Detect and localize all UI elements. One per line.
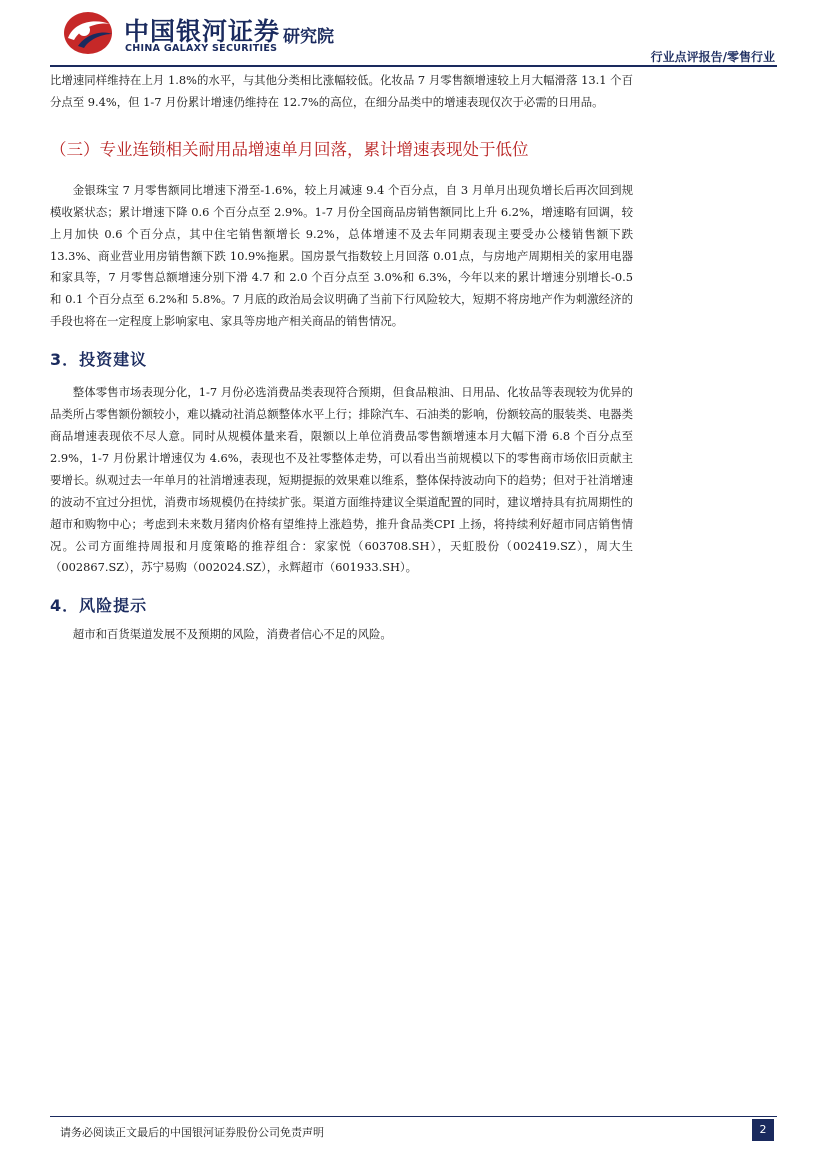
- subsection-3-title: （三）专业连锁相关耐用品增速单月回落，累计增速表现处于低位: [50, 139, 529, 159]
- report-type: 行业点评报告/零售行业: [650, 50, 775, 64]
- header-divider: [50, 65, 777, 67]
- section-4-title: 4．风险提示: [50, 596, 148, 616]
- galaxy-logo-icon: [60, 8, 116, 56]
- section-4-body: 超市和百货渠道发展不及预期的风险，消费者信心不足的风险。: [72, 627, 392, 642]
- brand-name-en: CHINA GALAXY SECURITIES: [125, 43, 278, 54]
- intro-paragraph: 比增速同样维持在上月 1.8%的水平，与其他分类相比涨幅较低。化妆品 7 月零售额增速较上月大幅滑落 13.1 个百分点至 9.4%，但 1-7 月份累计增速仍维持在 12.7%的高位，在细分品类中的增速表现仅次于必需的日用品。: [50, 73, 633, 109]
- subsection-3-body: 金银珠宝 7 月零售额同比增速下滑至-1.6%，较上月减速 9.4 个百分点，自 3 月单月出现负增长后再次回到规模收紧状态；累计增速下降 0.6 个百分点至 2.9%。1-7 月份全国商品房销售额同比上升 6.2%，增速略有回调，较上月加快 0.6 个百分点，其中住宅销售额增长 9.2%，总体增速不及去年同期表现主要受办公楼销售额下跌 13.3%、商业营业用房销售额下跌 10.9%拖累。国房景气指数较上月回落 0.01点，与房地产周期相关的家用电器和家具等，7 月零售总额增速分别下滑 4.7 和 2.0 个百分点至 3.0%和 6.3%，今年以来的累计增速分别增长-0.5 和 0.1 个百分点至 6.2%和 5.8%。7 月底的政治局会议明确了当前下行风险较大，短期不将房地产作为刺激经济的手段也将在一定程度上影响家电、家具等房地产相关商品的销售情况。: [50, 182, 633, 329]
- main-content: [50, 70, 633, 646]
- brand-name-cn: 中国银河证券: [124, 17, 281, 46]
- footer-divider: [50, 1116, 777, 1117]
- section-3-title: 3．投资建议: [50, 350, 148, 370]
- page-header: [0, 0, 827, 70]
- institute-label: 研究院: [283, 27, 334, 47]
- disclaimer-notice: 请务必阅读正文最后的中国银河证券股份公司免责声明: [60, 1126, 324, 1139]
- page-number: 2: [752, 1119, 774, 1141]
- section-3-body: 整体零售市场表现分化，1-7 月份必选消费品类表现符合预期，但食品粮油、日用品、化妆品等表现较为优异的品类所占零售额份额较小，难以撬动社消总额整体水平上行；排除汽车、石油类的影响，份额较高的服装类、电器类商品增速表现依不尽人意。同时从规模体量来看，限额以上单位消费品零售额增速本月大幅下滑 6.8 个百分点至 2.9%，1-7 月份累计增速仅为 4.6%，表现也不及社零整体走势，可以看出当前规模以下的零售商市场依旧贡献主要增长。纵观过去一年单月的社消增速表现，短期提振的效果难以维系，整体保持波动向下的趋势；但对于社消增速的波动不宜过分担忧，消费市场规模仍在持续扩张。渠道方面维持建议全渠道配置的同时，建议增持具有抗周期性的超市和购物中心；考虑到未来数月猪肉价格有望维持上涨趋势，推升食品类CPI 上扬，将持续利好超市同店销售情况。公司方面维持周报和月度策略的推荐组合：家家悦（603708.SH），天虹股份（002419.SZ），周大生（002867.SZ），苏宁易购（002024.SZ），永辉超市（601933.SH）。: [50, 385, 633, 575]
